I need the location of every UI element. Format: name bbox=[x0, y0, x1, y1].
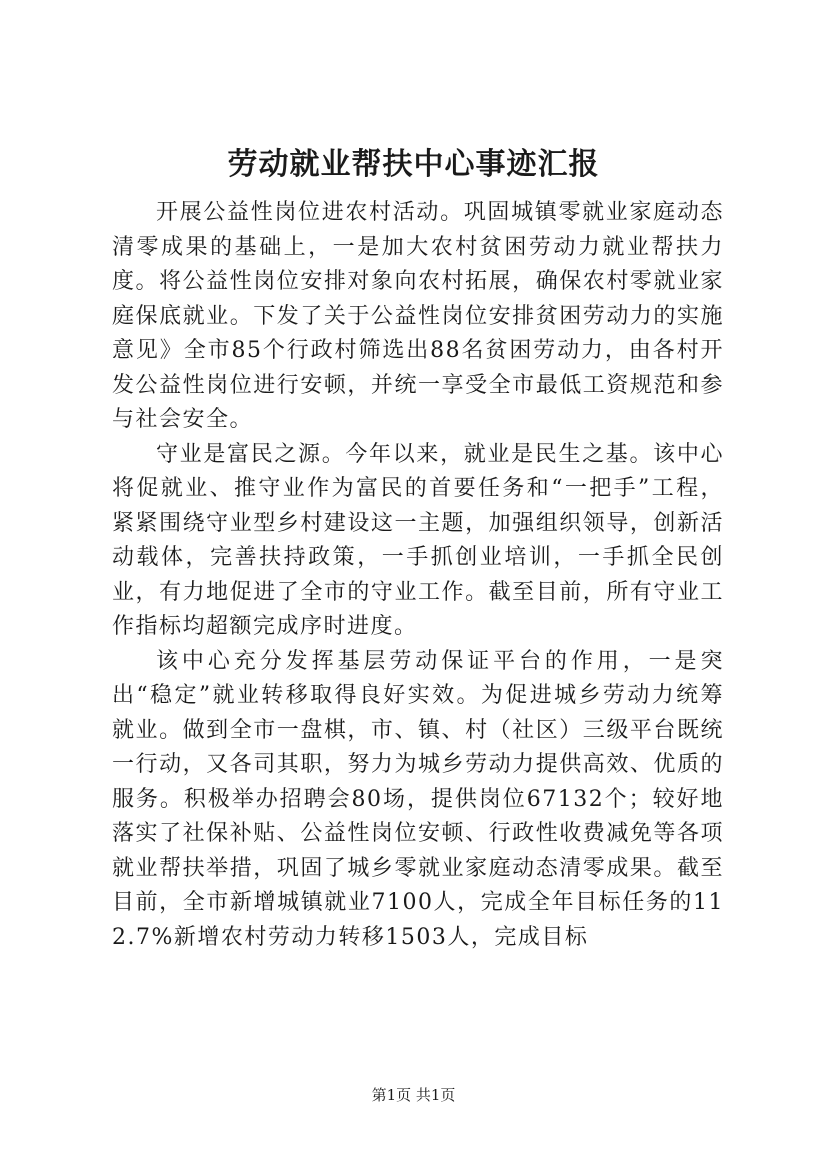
page-footer: 第1页 共1页 bbox=[371, 1086, 456, 1104]
document-title: 劳动就业帮扶中心事迹汇报 bbox=[227, 147, 600, 182]
paragraph-1: 开展公益性岗位进农村活动。巩固城镇零就业家庭动态清零成果的基础上，一是加大农村贫困劳动力就业帮扶力度。将公益性岗位安排对象向农村拓展，确保农村零就业家庭保底就业。下发了关于公益性岗位安排贫困劳动力的实施意见》全市85个行政村筛选出88名贫困劳动力，由各村开发公益性岗位进行安顿，并统一享受全市最低工资规范和参与社会安全。 bbox=[112, 200, 724, 432]
paragraph-3: 该中心充分发挥基层劳动保证平台的作用，一是突出“稳定”就业转移取得良好实效。为促进城乡劳动力统筹就业。做到全市一盘棋，市、镇、村（社区）三级平台既统一行动，又各司其职，努力为城乡劳动力提供高效、优质的服务。积极举办招聘会80场，提供岗位67132个；较好地落实了社保补贴、公益性岗位安顿、行政性收费减免等各项就业帮扶举措，巩固了城乡零就业家庭动态清零成果。截至目前，全市新增城镇就业7100人，完成全年目标任务的112.7%新增农村劳动力转移1503人，完成目标 bbox=[112, 648, 724, 950]
document-body bbox=[112, 196, 724, 955]
paragraph-2: 守业是富民之源。今年以来，就业是民生之基。该中心将促就业、推守业作为富民的首要任务和“一把手”工程，紧紧围绕守业型乡村建设这一主题，加强组织领导，创新活动载体，完善扶持政策，一手抓创业培训，一手抓全民创业，有力地促进了全市的守业工作。截至目前，所有守业工作指标均超额完成序时进度。 bbox=[112, 441, 724, 639]
